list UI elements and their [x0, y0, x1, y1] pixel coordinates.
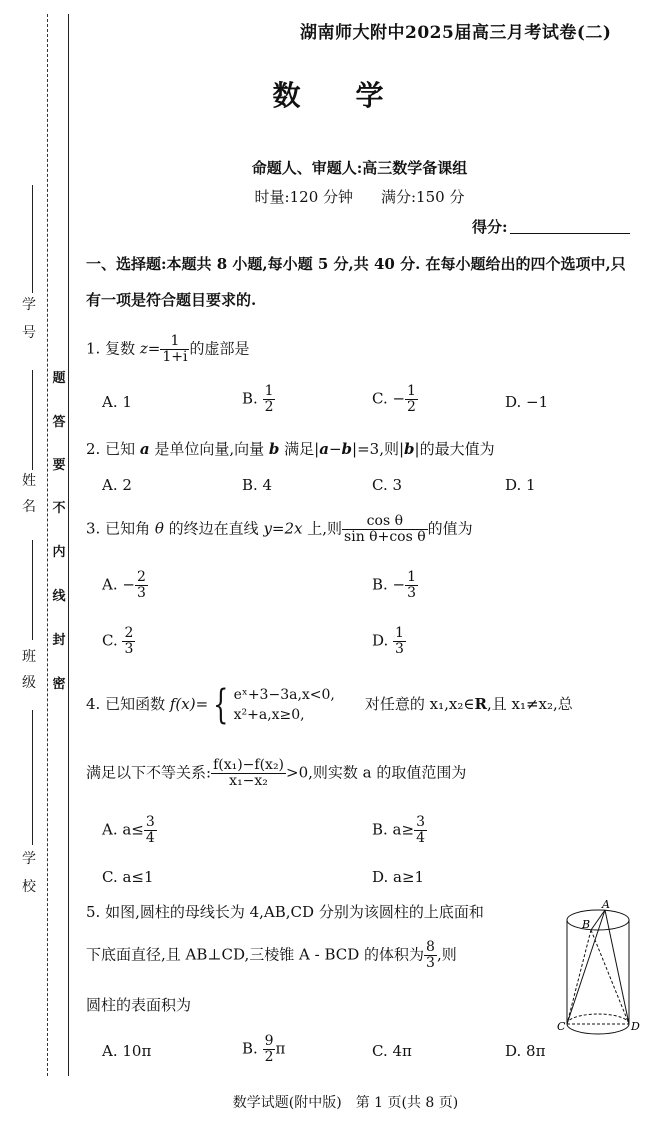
fig-label-A: A [602, 900, 610, 911]
q5-line2-suffix: ,则 [436, 945, 457, 964]
q3-b-den: 3 [407, 585, 417, 601]
q5-fraction [424, 940, 437, 971]
seal-char: 要 [52, 458, 66, 473]
seal-char: 答 [52, 415, 66, 430]
score-field [472, 216, 630, 237]
q1-var: z [139, 339, 148, 358]
q1-b-den: 2 [264, 399, 274, 415]
q1-c-den: 2 [407, 399, 416, 415]
q1-b-num: 1 [264, 383, 274, 399]
q5-option-d[interactable]: D. 8π [505, 1042, 546, 1060]
q3-a-label: A. − [102, 575, 135, 594]
q1-option-a[interactable]: A. 1 [102, 393, 132, 411]
q4-num: f(x₁)−f(x₂) [213, 757, 285, 773]
score-label: 得分: [472, 218, 508, 236]
cylinder-figure [555, 900, 645, 1035]
margin-label: 班 [22, 649, 36, 665]
q3-b-num: 1 [407, 569, 417, 585]
q3-d-num: 1 [395, 625, 404, 641]
segment-BC [567, 930, 591, 1024]
q3-theta: θ [154, 519, 164, 538]
subject-title [0, 74, 651, 114]
q2-vec-b-2: b [341, 440, 353, 458]
seal-char: 不 [52, 501, 66, 516]
q2-vec-b-3: b [404, 440, 415, 458]
margin-label: 姓 [22, 473, 36, 489]
q3-b-fraction [405, 570, 418, 601]
q4-option-b[interactable] [372, 815, 427, 846]
q3-p2: 的终边在直线 [163, 519, 264, 538]
q4-p1: 4. 已知函数 [86, 695, 170, 713]
class-line [32, 540, 33, 640]
q3-b-label: B. − [372, 575, 406, 594]
seal-char: 线 [52, 589, 66, 604]
authors: 命题人、审题人:高三数学备课组 [251, 159, 468, 177]
q2-p5: |=3,则| [352, 440, 405, 458]
q3-c-fraction [122, 626, 135, 657]
time-info [68, 186, 651, 207]
q1-c-label: C. − [372, 389, 406, 408]
q3-c-label: C. [102, 631, 123, 650]
bottom-ellipse-back [567, 1014, 629, 1024]
margin-label: 学 [22, 851, 36, 867]
q3-a-num: 2 [136, 569, 146, 585]
q5-option-b[interactable] [242, 1034, 285, 1065]
score-blank[interactable] [510, 219, 630, 234]
q3-a-den: 3 [136, 585, 146, 601]
q2-p2: 是单位向量,向量 [149, 440, 269, 458]
q1-prefix: 1. 复数 [86, 339, 140, 358]
q2-option-c[interactable]: C. 3 [372, 476, 403, 494]
q2-vec-a-2: a [319, 440, 329, 458]
q4-a-den: 4 [145, 830, 155, 846]
time-limit: 时量:120 分钟 [254, 188, 353, 206]
seal-char: 题 [52, 371, 66, 386]
q3-c-den: 3 [124, 641, 134, 657]
q5-b-label: B. [242, 1039, 263, 1058]
q4-case1: eˣ+3−3a,x<0, [233, 687, 335, 703]
q3-a-fraction [135, 570, 148, 601]
margin-label: 号 [22, 325, 36, 341]
name-line [32, 370, 33, 470]
q1-den: 1+i [162, 349, 188, 365]
q3-option-c[interactable] [102, 626, 135, 657]
q1-c-fraction [405, 384, 418, 415]
q2-option-a[interactable]: A. 2 [102, 476, 132, 494]
q4-b-num: 3 [416, 814, 425, 830]
margin-label: 级 [22, 675, 36, 691]
q3-d-label: D. [372, 631, 394, 650]
margin-label: 校 [22, 879, 36, 895]
q4-brace: { [213, 682, 229, 728]
q4-option-d[interactable]: D. a≥1 [372, 868, 425, 886]
q3-c-num: 2 [124, 625, 134, 641]
q5-b-num: 9 [264, 1033, 274, 1049]
q4-a-fraction [144, 815, 157, 846]
q1-option-b[interactable] [242, 384, 275, 415]
q4-b-label: B. a≥ [372, 820, 415, 839]
q1-option-d[interactable]: D. −1 [505, 393, 549, 411]
q1-b-label: B. [242, 389, 263, 408]
q3-line: y=2x [263, 519, 303, 538]
q4-option-c[interactable]: C. a≤1 [102, 868, 154, 886]
q1-num: 1 [170, 333, 180, 349]
seal-char: 封 [52, 633, 66, 648]
q4-fx: f(x)= [169, 695, 209, 713]
exam-title: 湖南师大附中2025届高三月考试卷(二) [300, 23, 612, 43]
q4-den: x₁−x₂ [211, 773, 286, 789]
q2-p3: 满足| [279, 440, 320, 458]
q4-option-a[interactable] [102, 815, 157, 846]
q5-b-suffix: π [275, 1039, 286, 1058]
subject-text: 数学 [272, 79, 439, 112]
fig-label-B: B [582, 918, 591, 931]
question-5-line1: 5. 如图,圆柱的母线长为 4,AB,CD 分别为该圆柱的上底面和 [86, 903, 484, 921]
q2-option-d[interactable]: D. 1 [505, 476, 536, 494]
q2-vec-a: a [139, 440, 150, 458]
question-2 [86, 438, 495, 460]
q2-p6: |的最大值为 [414, 440, 495, 458]
segment-AD [605, 910, 629, 1024]
q3-option-b[interactable] [372, 570, 418, 601]
q1-option-c[interactable] [372, 384, 418, 415]
page-footer: 数学试题(附中版) 第 1 页(共 8 页) [232, 1095, 459, 1111]
student-number-line [32, 185, 33, 293]
q4-fraction [211, 758, 286, 789]
q1-eq: = [147, 339, 161, 358]
q5-option-a[interactable]: A. 10π [102, 1042, 152, 1060]
q3-d-fraction [393, 626, 406, 657]
q4-line2-prefix: 满足以下不等关系: [86, 763, 212, 782]
q4-a-num: 3 [145, 814, 155, 830]
binding-dashed-line [47, 14, 48, 1076]
q4-b-fraction [414, 815, 427, 846]
q5-den: 3 [426, 955, 435, 971]
margin-label: 名 [22, 499, 36, 515]
q3-den: sin θ+cos θ [344, 529, 426, 545]
section-instruction: 一、选择题:本题共 8 小题,每小题 5 分,共 40 分. 在每小题给出的四个选项中,只有一项是符合题目要求的. [86, 255, 626, 309]
q3-p4: 的值为 [427, 519, 473, 538]
margin-label: 学 [22, 297, 36, 313]
q2-vec-b: b [268, 440, 280, 458]
bottom-ellipse-front [567, 1024, 629, 1034]
q5-line2-prefix: 下底面直径,且 AB⊥CD,三棱锥 A - BCD 的体积为 [86, 945, 425, 964]
q3-fraction [342, 514, 428, 545]
segment-BD [591, 930, 629, 1024]
q4-a-label: A. a≤ [102, 820, 144, 839]
seal-char: 内 [52, 545, 66, 560]
q2-p4: − [328, 440, 342, 458]
q3-num: cos θ [366, 513, 404, 529]
q1-b-fraction [263, 384, 276, 415]
q4-p2: 对任意的 x₁,x₂∈ [364, 695, 475, 713]
question-1 [86, 334, 249, 365]
q1-fraction [160, 334, 189, 365]
q5-num: 8 [426, 939, 435, 955]
q5-b-den: 2 [264, 1049, 274, 1065]
q4-b-den: 4 [416, 830, 425, 846]
question-5-line3: 圆柱的表面积为 [86, 996, 192, 1014]
q4-cases [234, 685, 335, 725]
q3-option-d[interactable] [372, 626, 406, 657]
q2-option-b[interactable]: B. 4 [242, 476, 273, 494]
q5-b-fraction [263, 1034, 276, 1065]
q4-R: R [474, 695, 487, 713]
q1-suffix: 的虚部是 [189, 339, 250, 358]
q4-case2: x²+a,x≥0, [233, 707, 305, 723]
fig-label-D: D [631, 1020, 640, 1033]
q4-line2-suffix: >0,则实数 a 的取值范围为 [286, 763, 467, 782]
q5-option-c[interactable]: C. 4π [372, 1042, 412, 1060]
question-4 [86, 680, 573, 728]
q3-p1: 3. 已知角 [86, 519, 155, 538]
full-score: 满分:150 分 [381, 188, 465, 206]
question-5-line2 [86, 940, 457, 971]
seal-char: 密 [52, 677, 66, 692]
segment-AB [591, 910, 605, 930]
school-line [32, 710, 33, 845]
question-3 [86, 514, 473, 545]
question-4-line2 [86, 758, 466, 789]
q3-option-a[interactable] [102, 570, 148, 601]
q2-p1: 2. 已知 [86, 440, 140, 458]
q3-p3: 上,则 [302, 519, 343, 538]
q1-c-num: 1 [407, 383, 416, 399]
q4-p3: ,且 x₁≠x₂,总 [486, 695, 573, 713]
q3-d-den: 3 [395, 641, 404, 657]
fig-label-C: C [557, 1020, 566, 1033]
